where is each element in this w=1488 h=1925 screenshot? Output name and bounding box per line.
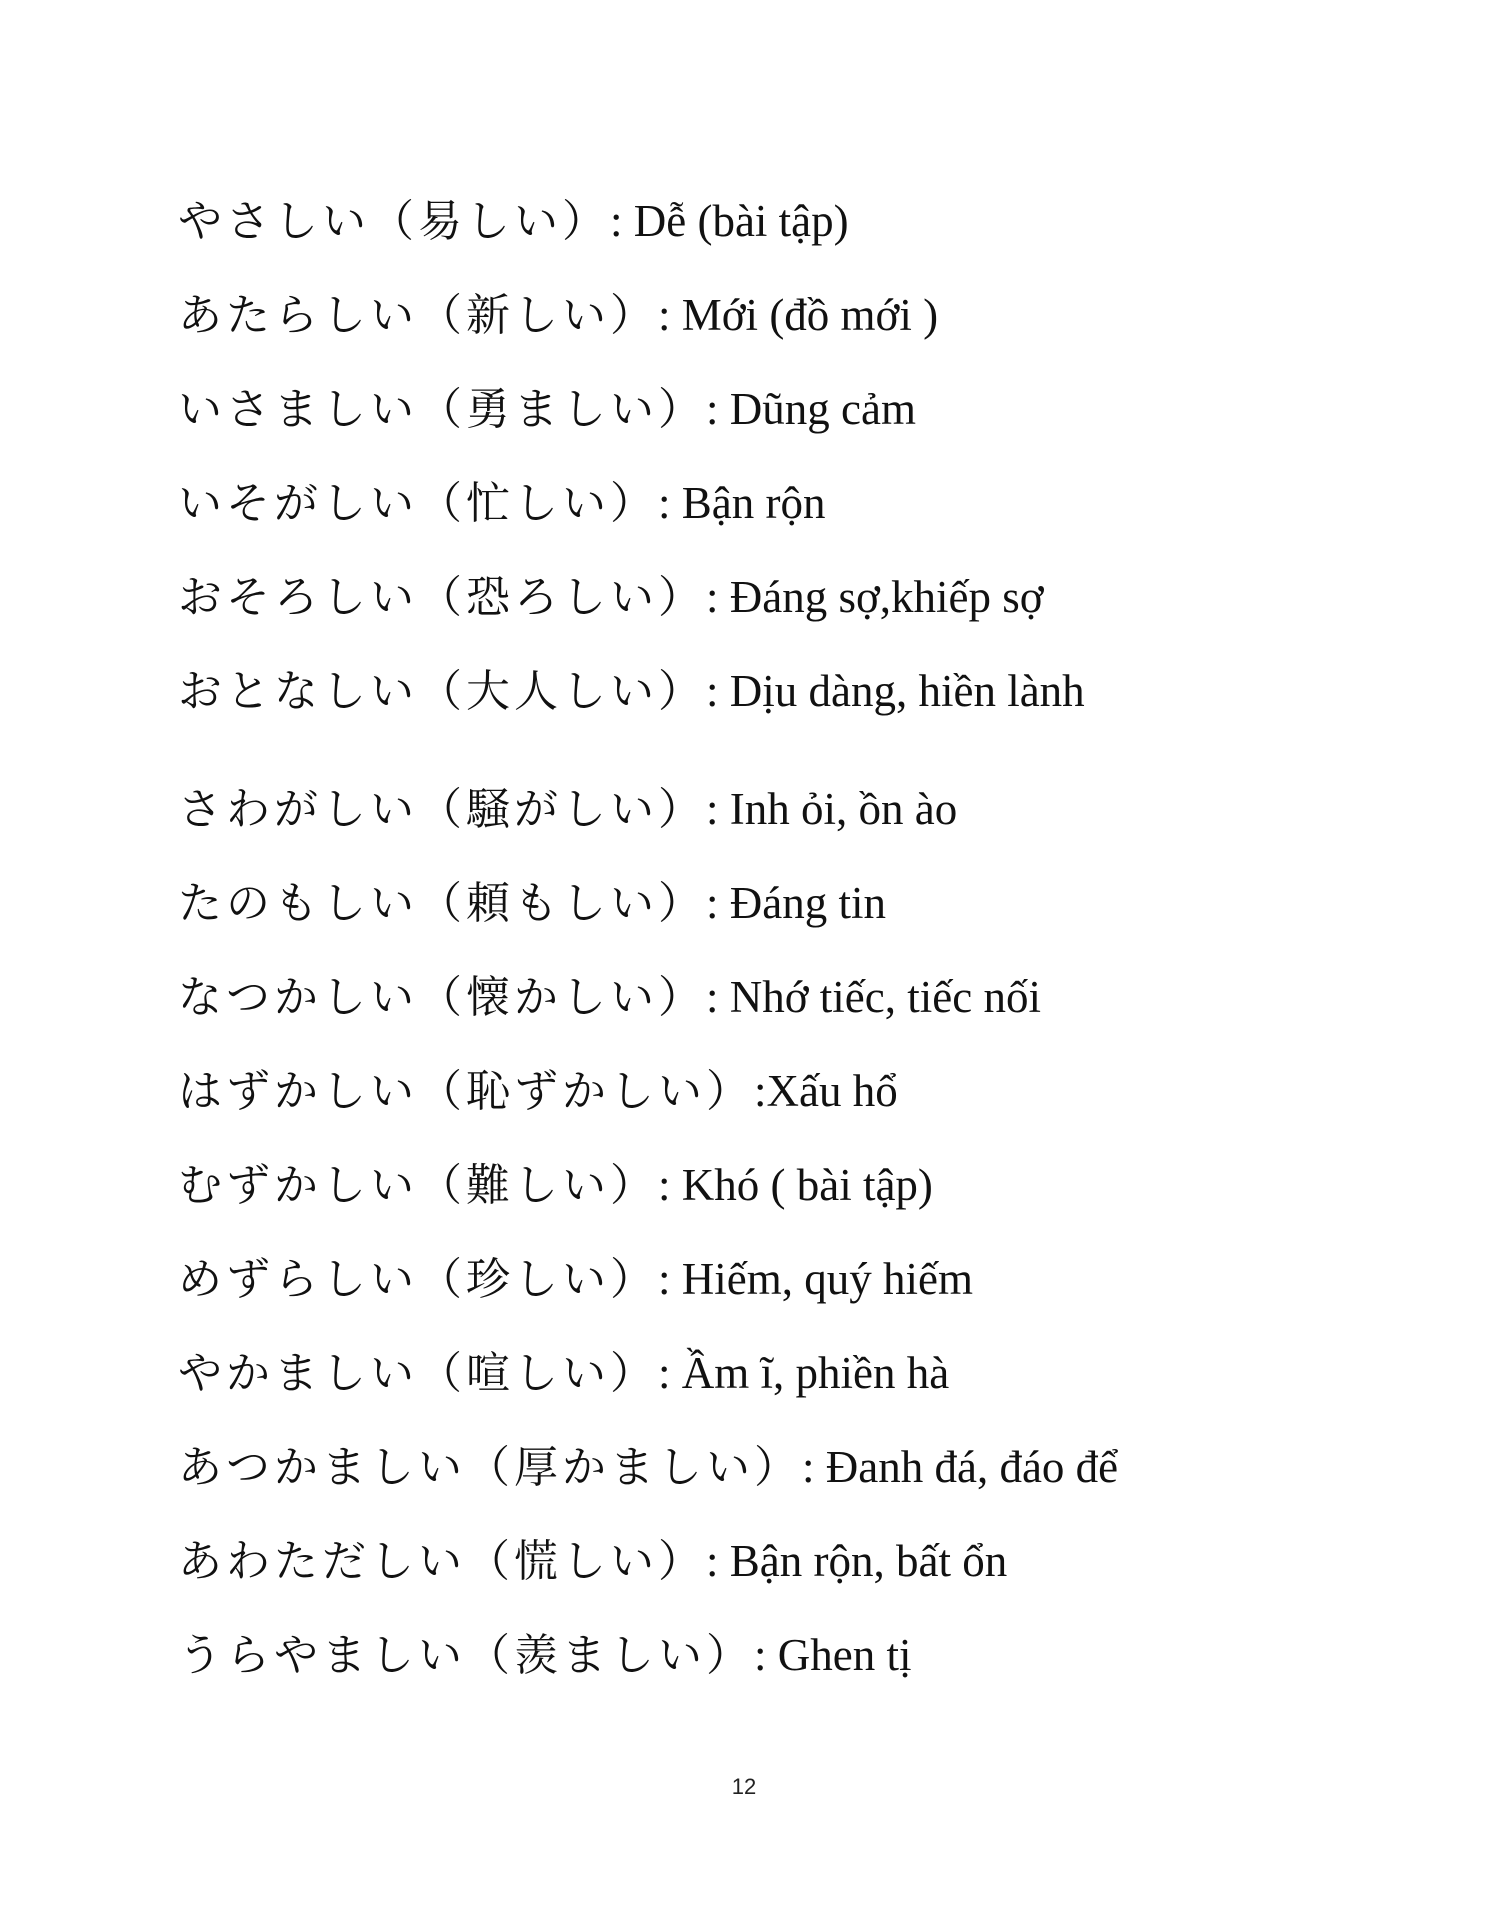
japanese-term: やかましい（喧しい） xyxy=(178,1348,658,1399)
vocab-entry xyxy=(178,644,1408,738)
vietnamese-meaning: : Dũng cảm xyxy=(706,384,916,434)
vietnamese-meaning: : Ghen tị xyxy=(754,1630,912,1680)
vocab-entry xyxy=(178,856,1408,950)
japanese-term: さわがしい（騒がしい） xyxy=(178,784,706,835)
japanese-term: うらやましい（羡ましい） xyxy=(178,1630,754,1681)
japanese-term: いそがしい（忙しい） xyxy=(178,478,658,529)
vocab-entry xyxy=(178,1608,1408,1702)
vietnamese-meaning: : Khó ( bài tập) xyxy=(658,1160,933,1210)
vietnamese-meaning: : Bận rộn, bất ổn xyxy=(706,1536,1008,1586)
japanese-term: あつかましい（厚かましい） xyxy=(178,1442,802,1493)
vocab-entry xyxy=(178,950,1408,1044)
vocab-entry xyxy=(178,762,1408,856)
japanese-term: いさましい（勇ましい） xyxy=(178,384,706,435)
japanese-term: たのもしい（頼もしい） xyxy=(178,878,706,929)
vietnamese-meaning: : Đáng tin xyxy=(706,878,886,928)
vietnamese-meaning: : Dịu dàng, hiền lành xyxy=(706,666,1085,716)
vocab-entry xyxy=(178,1044,1408,1138)
vietnamese-meaning: : Inh ỏi, ồn ào xyxy=(706,784,958,834)
vocab-entry xyxy=(178,362,1408,456)
vietnamese-meaning: : Hiếm, quý hiếm xyxy=(658,1254,973,1304)
vietnamese-meaning: : Bận rộn xyxy=(658,478,826,528)
japanese-term: あわただしい（慌しい） xyxy=(178,1536,706,1587)
vocab-entry xyxy=(178,1420,1408,1514)
vocab-entry xyxy=(178,1138,1408,1232)
japanese-term: おそろしい（恐ろしい） xyxy=(178,572,706,623)
japanese-term: めずらしい（珍しい） xyxy=(178,1254,658,1305)
vocab-entry xyxy=(178,550,1408,644)
vietnamese-meaning: : Đanh đá, đáo để xyxy=(802,1442,1119,1492)
vietnamese-meaning: :Xấu hổ xyxy=(754,1066,898,1116)
vocab-entry xyxy=(178,174,1408,268)
vocabulary-list xyxy=(178,174,1408,1702)
japanese-term: やさしい（易しい） xyxy=(178,196,610,247)
vietnamese-meaning: : Ầm ĩ, phiền hà xyxy=(658,1348,950,1398)
japanese-term: おとなしい（大人しい） xyxy=(178,666,706,717)
page-number: 12 xyxy=(731,1774,757,1799)
vocab-entry xyxy=(178,1514,1408,1608)
japanese-term: なつかしい（懐かしい） xyxy=(178,972,706,1023)
vietnamese-meaning: : Nhớ tiếc, tiếc nối xyxy=(706,972,1041,1022)
vietnamese-meaning: : Đáng sợ,khiếp sợ xyxy=(706,572,1044,622)
vocab-entry xyxy=(178,268,1408,362)
vocab-entry xyxy=(178,1232,1408,1326)
vietnamese-meaning: : Mới (đồ mới ) xyxy=(658,290,939,340)
japanese-term: あたらしい（新しい） xyxy=(178,290,658,341)
japanese-term: むずかしい（難しい） xyxy=(178,1160,658,1211)
japanese-term: はずかしい（恥ずかしい） xyxy=(178,1066,754,1117)
vietnamese-meaning: : Dễ (bài tập) xyxy=(610,196,849,246)
vocab-entry xyxy=(178,456,1408,550)
vocab-entry xyxy=(178,1326,1408,1420)
